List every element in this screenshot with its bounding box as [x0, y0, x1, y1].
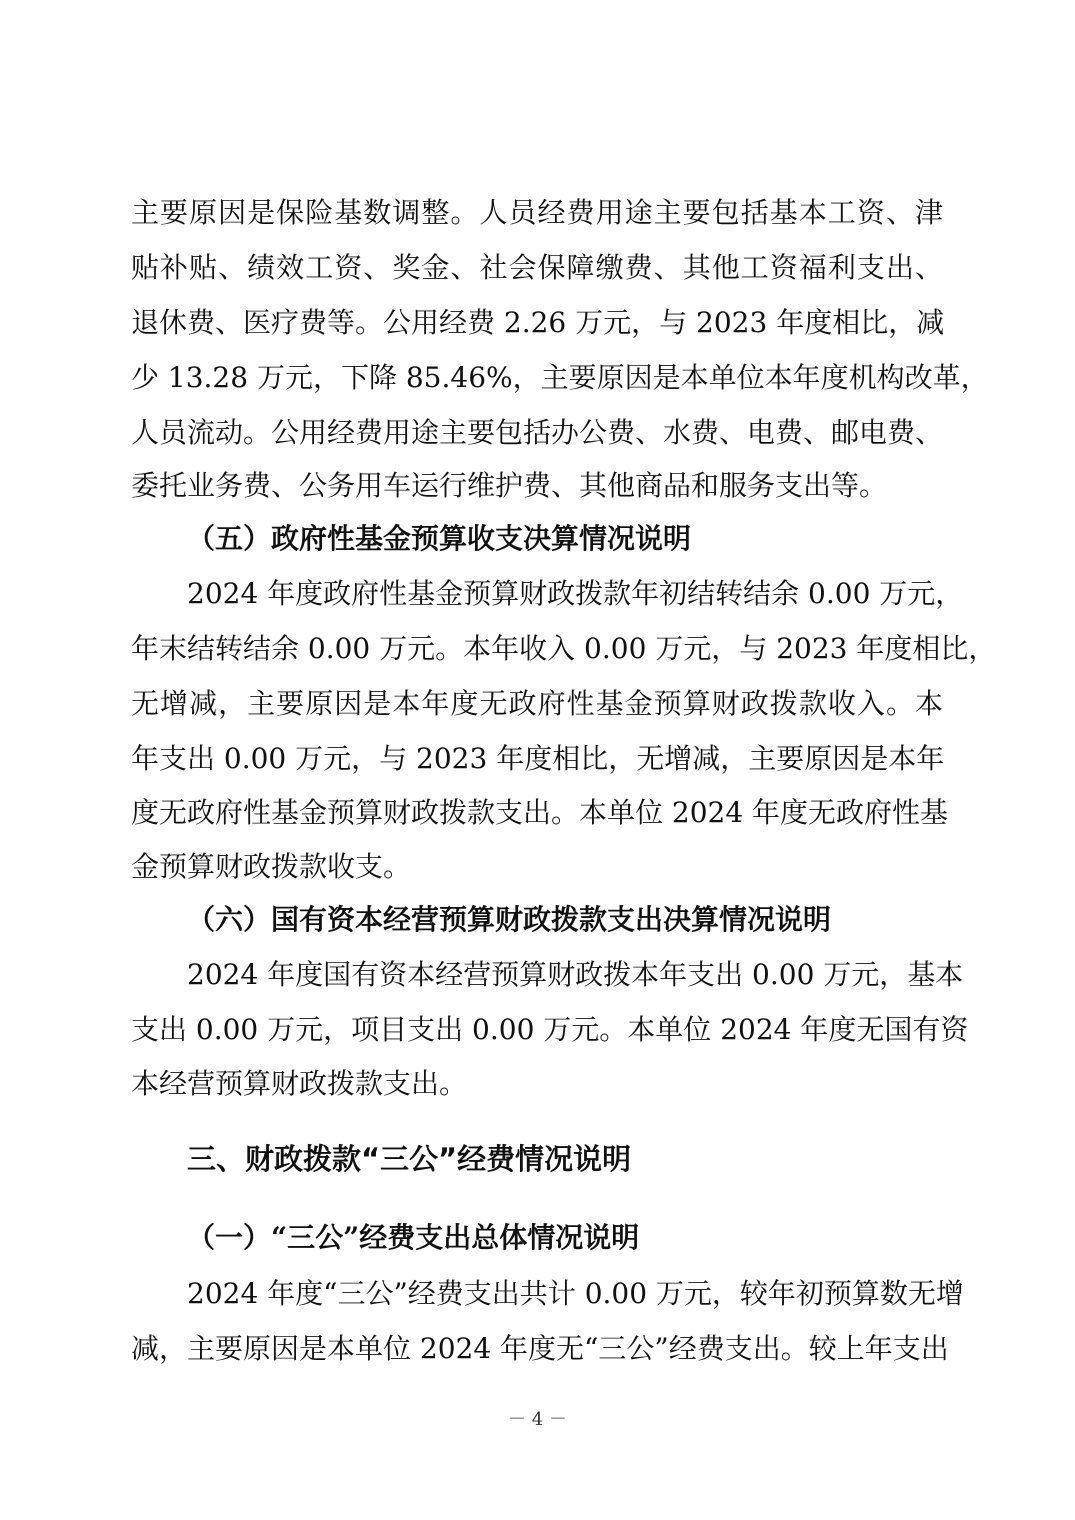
paragraph-line: 支出 0.00 万元，项目支出 0.00 万元。本单位 2024 年度无国有资 — [131, 1013, 969, 1046]
section-heading: （一）“三公”经费支出总体情况说明 — [187, 1221, 640, 1254]
paragraph-line: 主要原因是保险基数调整。人员经费用途主要包括基本工资、津 — [131, 196, 943, 229]
paragraph-line: 人员流动。公用经费用途主要包括办公费、水费、电费、邮电费、 — [131, 416, 944, 449]
paragraph-line: 年末结转结余 0.00 万元。本年收入 0.00 万元，与 2023 年度相比， — [131, 632, 997, 665]
paragraph-line: 少 13.28 万元，下降 85.46%，主要原因是本单位本年度机构改革， — [131, 361, 989, 394]
paragraph-line: 贴补贴、绩效工资、奖金、社会保障缴费、其他工资福利支出、 — [131, 251, 943, 284]
paragraph-line: 本经营预算财政拨款支出。 — [131, 1067, 468, 1100]
paragraph-line: 2024 年度国有资本经营预算财政拨本年支出 0.00 万元，基本 — [187, 958, 964, 991]
paragraph-line: 委托业务费、公务用车运行维护费、其他商品和服务支出等。 — [131, 469, 888, 502]
paragraph-line: 无增减，主要原因是本年度无政府性基金预算财政拨款收入。本 — [131, 687, 943, 720]
section-heading: （五）政府性基金预算收支决算情况说明 — [187, 522, 692, 555]
paragraph-line: 退休费、医疗费等。公用经费 2.26 万元，与 2023 年度相比，减 — [131, 306, 945, 339]
paragraph-line: 金预算财政拨款收支。 — [131, 850, 412, 883]
paragraph-line: 减，主要原因是本单位 2024 年度无“三公”经费支出。较上年支出 — [131, 1332, 949, 1365]
paragraph-line: 2024 年度政府性基金预算财政拨款年初结转结余 0.00 万元， — [187, 577, 964, 610]
page-number: － 4 － — [508, 1409, 567, 1430]
section-heading: （六）国有资本经营预算财政拨款支出决算情况说明 — [187, 903, 832, 936]
paragraph-line: 度无政府性基金预算财政拨款支出。本单位 2024 年度无政府性基 — [131, 796, 949, 829]
part-heading: 三、财政拨款“三公”经费情况说明 — [187, 1142, 632, 1176]
paragraph-line: 年支出 0.00 万元，与 2023 年度相比，无增减，主要原因是本年 — [131, 742, 945, 775]
paragraph-line: 2024 年度“三公”经费支出共计 0.00 万元，较年初预算数无增 — [187, 1277, 964, 1310]
